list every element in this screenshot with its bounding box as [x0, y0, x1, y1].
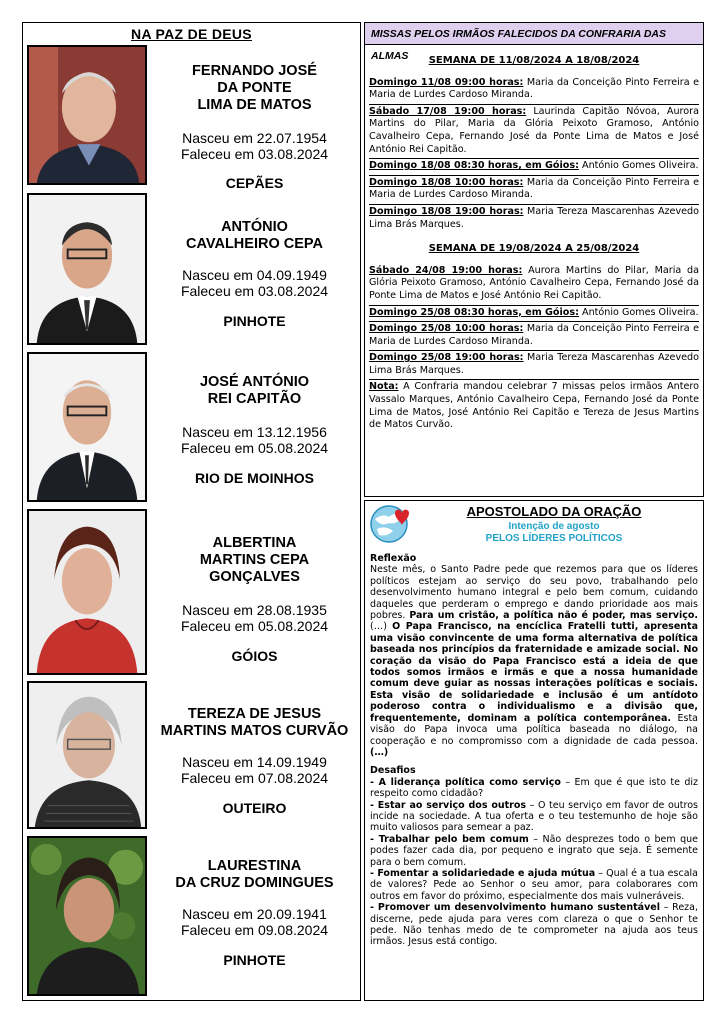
- mass-entry: Domingo 25/08 10:00 horas: Maria da Conceição Pinto Ferreira e Maria de Lurdes Cardoso Miranda.: [369, 322, 699, 351]
- person-name-line: REI CAPITÃO: [207, 391, 302, 407]
- person-name-line: FERNANDO JOSÉ: [192, 63, 317, 79]
- obituary-entry: [23, 193, 360, 345]
- parish-name: PINHOTE: [223, 952, 286, 968]
- death-date: Faleceu em 05.08.2024: [180, 618, 329, 634]
- obituary-entry: [23, 681, 360, 829]
- person-name-line: DA CRUZ DOMINGUES: [175, 875, 334, 891]
- masses-panel: [364, 22, 704, 497]
- mass-entry: Domingo 18/08 08:30 horas, em Góios: António Gomes Oliveira.: [369, 159, 699, 176]
- mass-entry: Domingo 18/08 19:00 horas: Maria Tereza Mascarenhas Azevedo Lima Brás Marques.: [369, 205, 699, 230]
- portrait-photo: [27, 193, 147, 345]
- mass-list: [369, 76, 699, 234]
- person-name-line: ALBERTINA: [212, 535, 297, 551]
- reflection-heading: Reflexão: [370, 553, 417, 564]
- obituary-entry: [23, 836, 360, 996]
- week-heading: SEMANA DE 19/08/2024 A 25/08/2024: [428, 243, 640, 255]
- death-date: Faleceu em 03.08.2024: [180, 146, 329, 162]
- week-heading: SEMANA DE 11/08/2024 A 18/08/2024: [428, 55, 640, 66]
- mass-entry: Sábado 24/08 19:00 horas: Aurora Martins do Pilar, Maria da Glória Peixoto Gramoso, António Cavalheiro Cepa, Fernando José da Ponte Lima de Matos e José António Rei Capitão.: [369, 264, 699, 306]
- person-name-line: JOSÉ ANTÓNIO: [199, 374, 310, 390]
- portrait-photo: [27, 352, 147, 502]
- obituaries-panel: [22, 22, 361, 1001]
- prayer-apostolate-panel: [364, 500, 704, 1001]
- death-date: Faleceu em 09.08.2024: [180, 922, 329, 938]
- challenge-item: - Fomentar a solidariedade e ajuda mútua – Qual é a tua escala de valores? Pede ao Senhor o seu amor, para colaborares com outros em favor do próximo, especialmente dos mais vulneráveis.: [370, 867, 698, 902]
- person-name-line: DA PONTE: [217, 80, 292, 96]
- birth-date: Nasceu em 28.08.1935: [182, 602, 327, 618]
- mass-entry: Domingo 18/08 10:00 horas: Maria da Conceição Pinto Ferreira e Maria de Lurdes Cardoso Miranda.: [369, 176, 699, 205]
- birth-date: Nasceu em 20.09.1941: [182, 906, 327, 922]
- mass-entry: Sábado 17/08 19:00 horas: Laurinda Capitão Nóvoa, Aurora Martins do Pilar, Maria da Glória Peixoto Gramoso, António Cavalheiro Cepa, Fernando José da Ponte Lima de Matos e José António Rei Capitão.: [369, 105, 699, 159]
- person-name-line: TEREZA DE JESUS: [187, 706, 322, 722]
- mass-entry: Domingo 25/08 08:30 horas, em Góios: António Gomes Oliveira.: [369, 306, 699, 323]
- person-name-line: MARTINS MATOS CURVÃO: [160, 723, 349, 739]
- challenge-item: - Estar ao serviço dos outros – O teu serviço em favor de outros incide na sociedade. A tua oferta e o teu testemunho de hoje são muito valiosos para semear a paz.: [370, 799, 698, 834]
- person-name-line: ANTÓNIO: [221, 219, 288, 235]
- death-date: Faleceu em 07.08.2024: [180, 770, 329, 786]
- birth-date: Nasceu em 04.09.1949: [182, 267, 327, 283]
- obituary-entry: [23, 352, 360, 502]
- mass-entry: Domingo 11/08 09:00 horas: Maria da Conceição Pinto Ferreira e Maria de Lurdes Cardoso Miranda.: [369, 76, 699, 105]
- apostolate-intention: Intenção de agosto: [508, 521, 600, 532]
- death-date: Faleceu em 05.08.2024: [180, 440, 329, 456]
- person-name-line: GONÇALVES: [209, 569, 300, 585]
- mass-entry: Domingo 25/08 19:00 horas: Maria Tereza Mascarenhas Azevedo Lima Brás Marques.: [369, 351, 699, 380]
- challenge-item: - Promover um desenvolvimento humano sustentável – Reza, discerne, pede ajuda para veres com clareza o que o Senhor te pede. Não tenhas medo de te comprometer na ajuda aos teus irmãos. Jesus está contigo.: [370, 902, 698, 948]
- person-name-line: LIMA DE MATOS: [197, 97, 312, 113]
- apostolate-title: APOSTOLADO DA ORAÇÃO: [466, 504, 642, 519]
- death-date: Faleceu em 03.08.2024: [180, 283, 329, 299]
- parish-name: PINHOTE: [223, 313, 286, 329]
- parish-name: RIO DE MOINHOS: [194, 470, 314, 486]
- mass-list: [369, 264, 699, 434]
- note-entry: Nota: A Confraria mandou celebrar 7 missas pelos irmãos Antero Vassalo Marques, António Cavalheiro Cepa, Fernando José da Ponte Lima de Matos, José António Rei Capitão e Tereza de Jesus Martins de Matos Curvão.: [369, 381, 699, 431]
- portrait-photo: [27, 509, 147, 675]
- parish-name: CEPÃES: [225, 175, 284, 191]
- birth-date: Nasceu em 22.07.1954: [182, 130, 327, 146]
- portrait-photo: [27, 45, 147, 185]
- parish-name: GÓIOS: [231, 648, 278, 664]
- challenge-item: - Trabalhar pelo bem comum – Não desprezes todo o bem que podes fazer cada dia, por pequeno e ingrato que seja. É semente para o bem comum.: [370, 833, 699, 868]
- portrait-photo: [27, 836, 147, 996]
- obituary-entry: [23, 509, 360, 675]
- obituaries-title: NA PAZ DE DEUS: [131, 26, 252, 42]
- obituary-entry: [23, 45, 360, 191]
- person-name-line: CAVALHEIRO CEPA: [186, 236, 323, 252]
- person-name-line: LAURESTINA: [207, 858, 302, 874]
- person-name-line: MARTINS CEPA: [199, 552, 310, 568]
- reflection-text: Neste mês, o Santo Padre pede que rezemos para que os líderes políticos estejam ao serviço do seu povo, trabalhando pelo desenvolvimento humano integral e pelo bem comum, cuidando daqueles que perderam o emprego e dando prioridade aos mais pobres. Para um cristão, a política não é poder, mas serviço. (…) O Papa Francisco, na encíclica Fratelli tutti, apresenta uma visão convincente de uma forma alternativa de política baseada nos princípios da fraternidade e amizade social. No coração da visão do Papa Francisco está a ideia de que todos somos irmãos e irmãs e que a nossa humanidade comum deve guiar as nossas interações políticas e sociais. Esta visão de solidariedade e inclusão é um antídoto poderoso contra o individualismo e a divisão que, frequentemente, dominam a política contemporânea. Esta visão do Papa invoca uma política baseada no diálogo, na cooperação e no compromisso com a dignidade de cada pessoa. (…): [370, 564, 699, 758]
- challenges-heading: Desafios: [370, 765, 416, 777]
- portrait-photo: [27, 681, 147, 829]
- parish-name: OUTEIRO: [222, 800, 287, 816]
- birth-date: Nasceu em 13.12.1956: [182, 424, 327, 440]
- apostolate-theme: PELOS LÍDERES POLÍTICOS: [485, 533, 623, 544]
- birth-date: Nasceu em 14.09.1949: [182, 754, 327, 770]
- challenge-item: - A liderança política como serviço – Em que é que isto te diz respeito como cidadão?: [370, 776, 698, 800]
- masses-header: MISSAS PELOS IRMÃOS FALECIDOS DA CONFRARIA DAS ALMAS: [365, 23, 703, 45]
